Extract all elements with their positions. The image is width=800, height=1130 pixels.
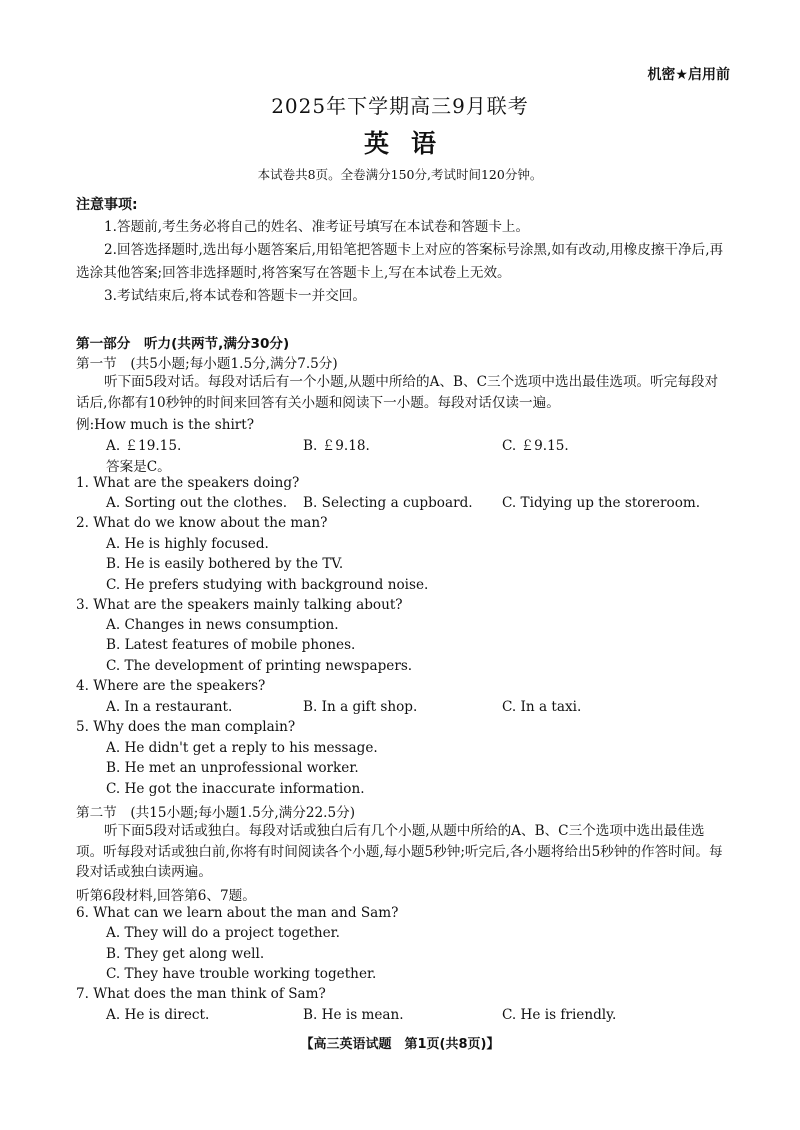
notice-item-3: 3.考试结束后,将本试卷和答题卡一并交回。 bbox=[104, 288, 366, 304]
notice-heading: 注意事项: bbox=[76, 197, 138, 213]
notice-item-2: 2.回答选择题时,选出每小题答案后,用铅笔把答题卡上对应的答案标号涂黑,如有改动,用橡皮擦干净后,再选涂其他答案;回答非选择题时,将答案写在答题卡上,写在本试卷上无效。 bbox=[76, 242, 724, 281]
q6-option-a: A. They will do a project together. bbox=[106, 925, 340, 941]
q4-option-b: B. In a gift shop. bbox=[303, 699, 418, 715]
q3-option-a: A. Changes in news consumption. bbox=[106, 617, 339, 633]
q2-option-b: B. He is easily bothered by the TV. bbox=[106, 556, 344, 572]
q7-option-a: A. He is direct. bbox=[106, 1007, 210, 1023]
q5-option-a: A. He didn't get a reply to his message. bbox=[106, 740, 378, 756]
q1-option-c: C. Tidying up the storeroom. bbox=[502, 495, 701, 511]
subject-title: 英语 bbox=[363, 129, 458, 158]
example-option-a: A. ￡19.15. bbox=[106, 438, 182, 454]
example-answer: 答案是C。 bbox=[106, 459, 171, 475]
q2-option-a: A. He is highly focused. bbox=[106, 536, 269, 552]
q1-option-a: A. Sorting out the clothes. bbox=[106, 495, 288, 511]
q6-option-b: B. They get along well. bbox=[106, 946, 265, 962]
part1-heading: 第一部分 听力(共两节,满分30分) bbox=[76, 336, 290, 352]
exam-title: 2025年下学期高三9月联考 bbox=[271, 94, 529, 118]
question-1: 1. What are the speakers doing? bbox=[76, 475, 300, 491]
section1-instruction: 听下面5段对话。每段对话后有一个小题,从题中所给的A、B、C三个选项中选出最佳选项。听完每段对话后,你都有10秒钟的时间来回答有关小题和阅读下一小题。每段对话仅读一遍。 bbox=[76, 374, 719, 411]
q7-option-c: C. He is friendly. bbox=[502, 1007, 617, 1023]
question-4: 4. Where are the speakers? bbox=[76, 678, 266, 694]
question-5: 5. Why does the man complain? bbox=[76, 719, 296, 735]
question-7: 7. What does the man think of Sam? bbox=[76, 986, 326, 1002]
q3-option-c: C. The development of printing newspapers. bbox=[106, 658, 413, 674]
notice-item-1: 1.答题前,考生务必将自己的姓名、准考证号填写在本试卷和答题卡上。 bbox=[104, 219, 530, 235]
q4-option-a: A. In a restaurant. bbox=[106, 699, 233, 715]
q5-option-b: B. He met an unprofessional worker. bbox=[106, 760, 359, 776]
example-question: 例:How much is the shirt? bbox=[76, 417, 255, 433]
page-footer: 【高三英语试题 第1页(共8页)】 bbox=[300, 1037, 500, 1052]
q4-option-c: C. In a taxi. bbox=[502, 699, 582, 715]
section1-heading: 第一节 (共5小题;每小题1.5分,满分7.5分) bbox=[76, 356, 338, 372]
q2-option-c: C. He prefers studying with background noise. bbox=[106, 577, 429, 593]
confidential-label: 机密★启用前 bbox=[647, 67, 730, 83]
q7-option-b: B. He is mean. bbox=[303, 1007, 404, 1023]
material-note: 听第6段材料,回答第6、7题。 bbox=[76, 888, 256, 904]
q5-option-c: C. He got the inaccurate information. bbox=[106, 781, 365, 797]
q3-option-b: B. Latest features of mobile phones. bbox=[106, 637, 356, 653]
paper-info: 本试卷共8页。全卷满分150分,考试时间120分钟。 bbox=[257, 167, 543, 182]
q6-option-c: C. They have trouble working together. bbox=[106, 966, 377, 982]
section2-instruction: 听下面5段对话或独白。每段对话或独白后有几个小题,从题中所给的A、B、C三个选项中选出最佳选项。听每段对话或独白前,你将有时间阅读各个小题,每小题5秒钟;听完后,各小题将给出5秒钟的作答时间。每段对话或独白读两遍。 bbox=[76, 823, 723, 880]
example-option-b: B. ￡9.18. bbox=[303, 438, 370, 454]
question-3: 3. What are the speakers mainly talking about? bbox=[76, 597, 403, 613]
q1-option-b: B. Selecting a cupboard. bbox=[303, 495, 473, 511]
question-6: 6. What can we learn about the man and Sam? bbox=[76, 905, 399, 921]
section2-heading: 第二节 (共15小题;每小题1.5分,满分22.5分) bbox=[76, 805, 356, 821]
question-2: 2. What do we know about the man? bbox=[76, 515, 328, 531]
example-option-c: C. ￡9.15. bbox=[502, 438, 569, 454]
